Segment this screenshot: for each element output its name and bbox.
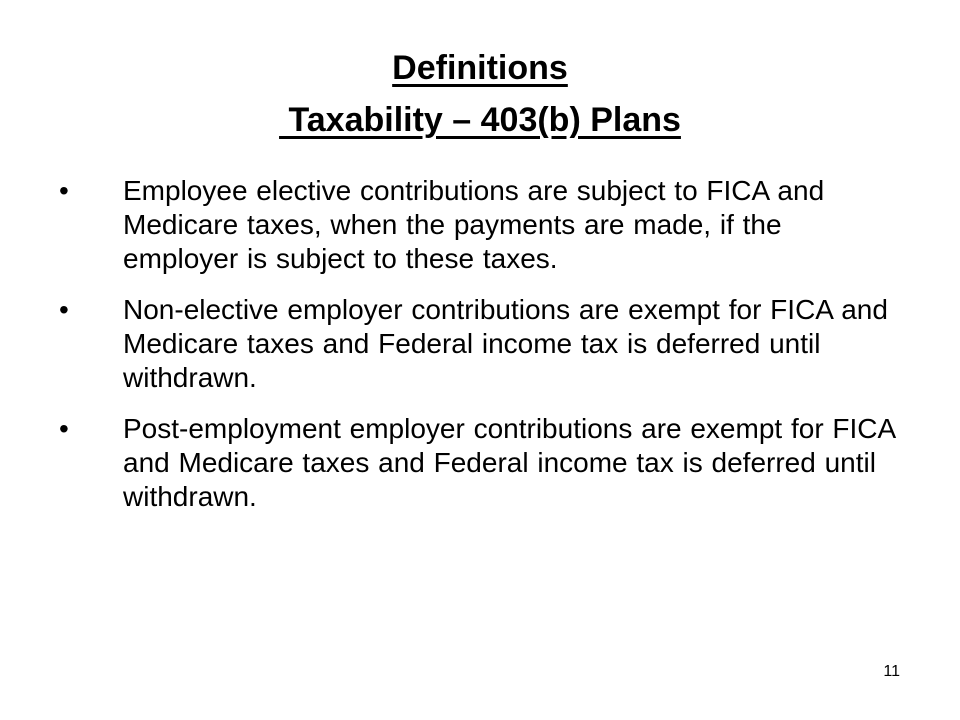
bullet-text: Non-elective employer contributions are exempt for FICA and Medicare taxes and Federal income tax is deferred until withdrawn. [123, 294, 888, 393]
slide-title-line-2: Taxability – 403(b) Plans [279, 101, 681, 139]
bullet-list [0, 174, 960, 531]
bullet-text: Post-employment employer contributions are exempt for FICA and Medicare taxes and Federal income tax is deferred until withdrawn. [123, 413, 895, 512]
page-number: 11 [883, 663, 900, 680]
bullet-icon: • [59, 294, 69, 325]
bullet-item-post-employment [0, 412, 903, 514]
bullet-icon: • [59, 175, 69, 206]
bullet-item-non-elective [0, 293, 903, 395]
slide-title-line-1: Definitions [392, 49, 568, 87]
bullet-text: Employee elective contributions are subject to FICA and Medicare taxes, when the payments are made, if the employer is subject to these taxes. [123, 175, 825, 274]
bullet-icon: • [59, 413, 69, 444]
slide-title [0, 42, 960, 146]
bullet-item-employee-elective [0, 174, 903, 276]
